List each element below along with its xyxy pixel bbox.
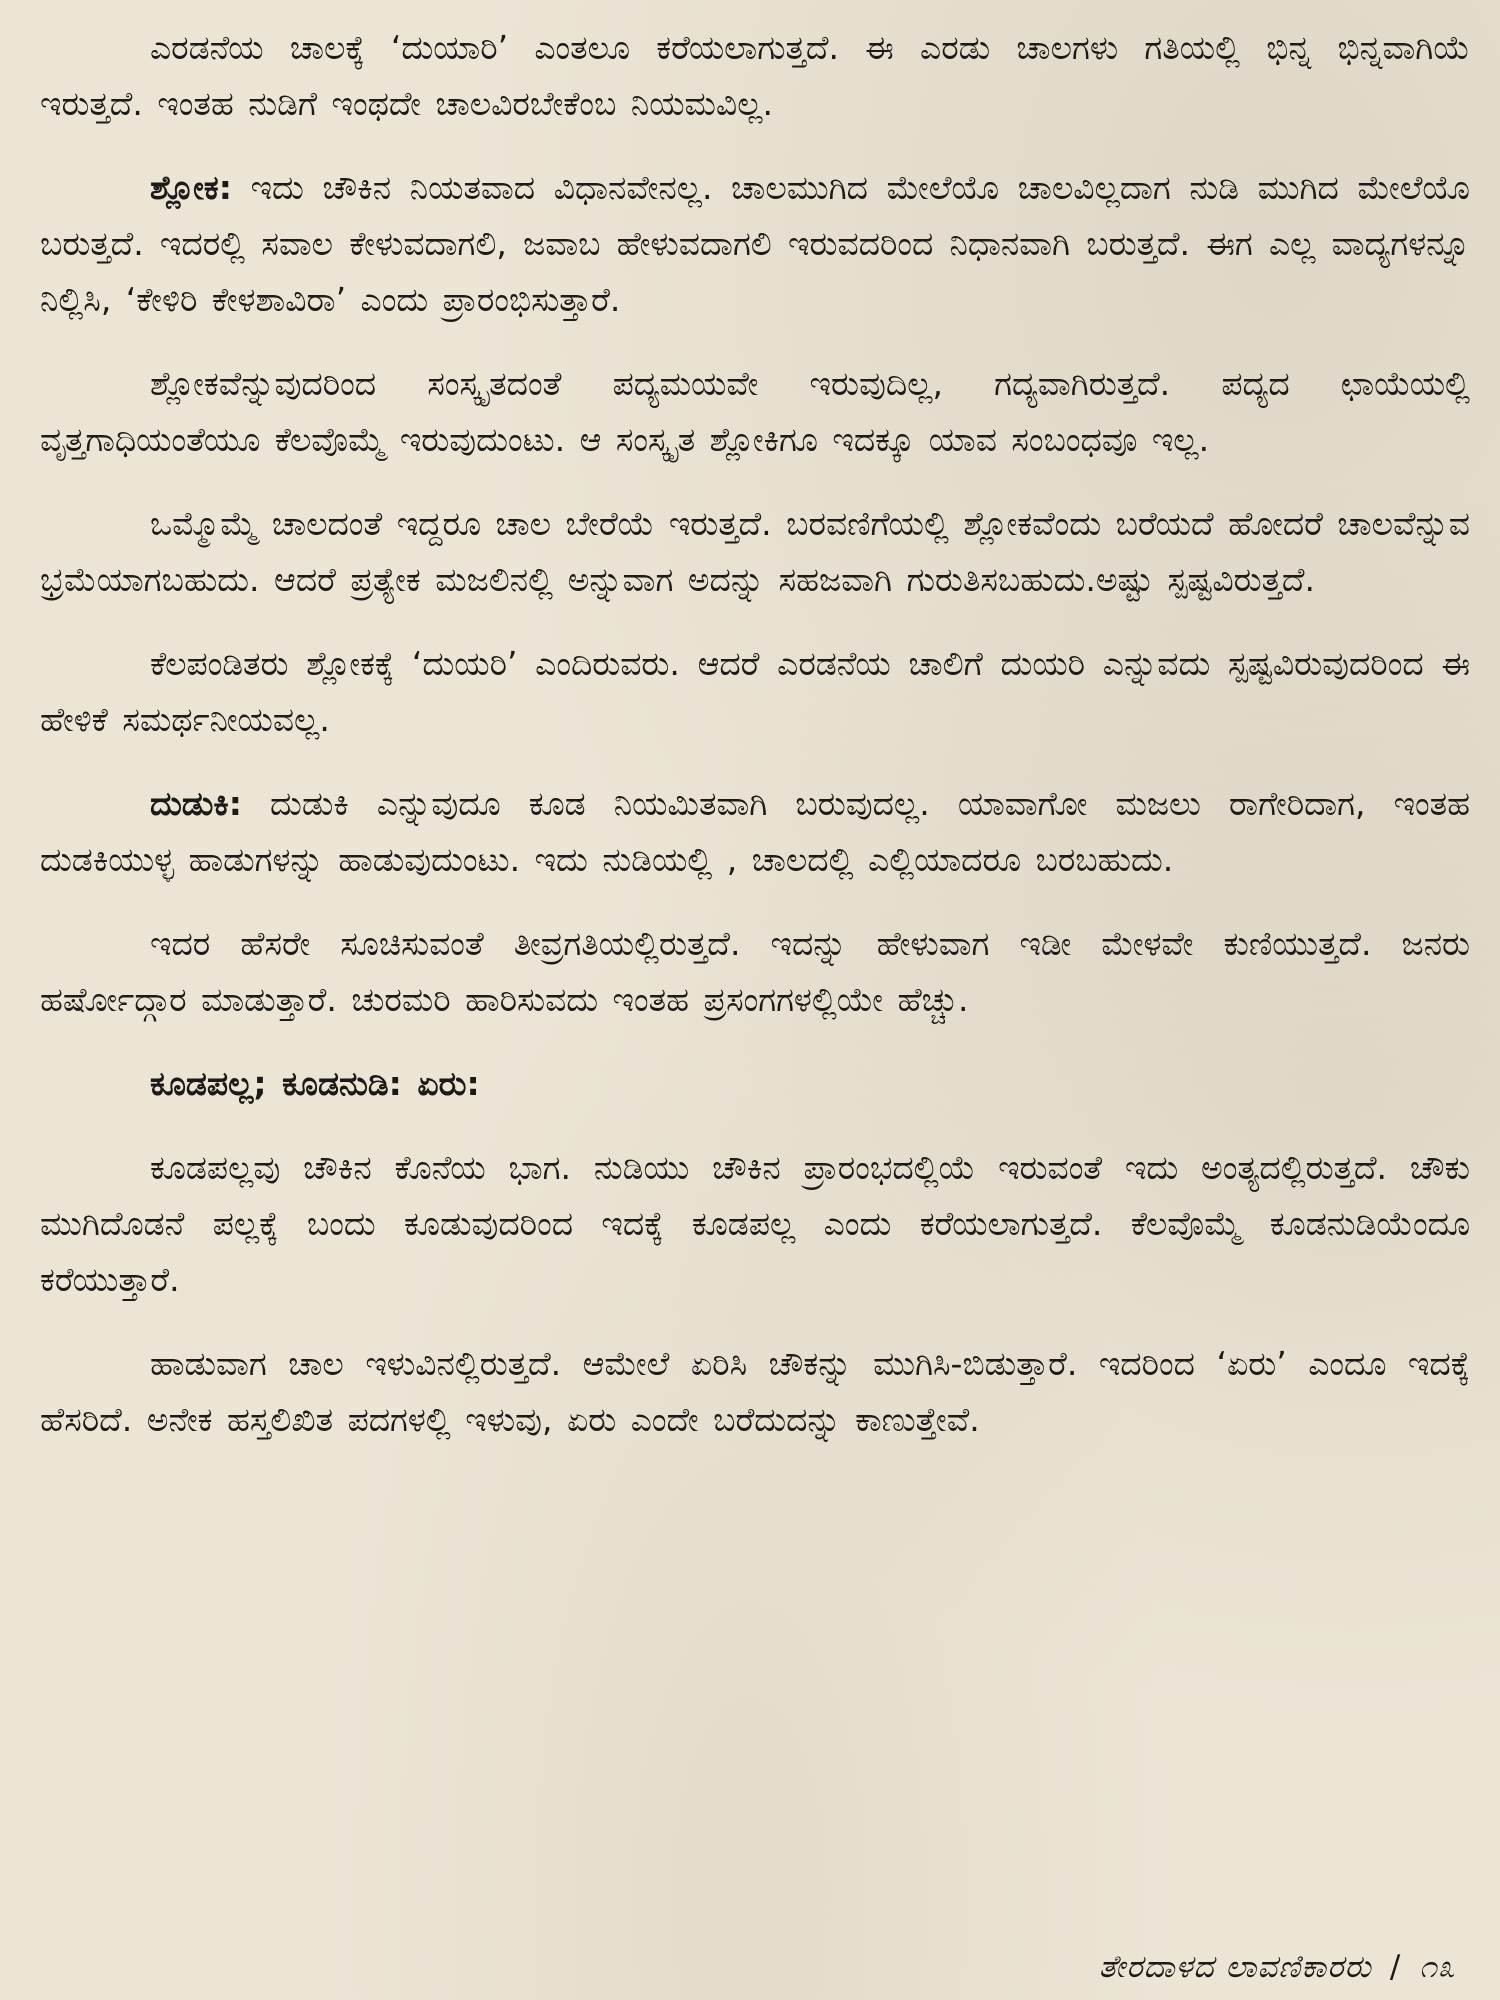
paragraph-4: [40, 496, 1470, 608]
book-title: ತೇರದಾಳದ ಲಾವಣಿಕಾರರು: [1098, 1949, 1372, 1985]
paragraph-text: ಇದು ಚೌಕಿನ ನಿಯತವಾದ ವಿಧಾನವೇನಲ್ಲ. ಚಾಲಮುಗಿದ ಮೇಲೆಯೊ ಚಾಲವಿಲ್ಲದಾಗ ನುಡಿ ಮುಗಿದ ಮೇಲೆಯೊ ಬರುತ್ತದೆ. ಇದರಲ್ಲಿ ಸವಾಲ ಕೇಳುವದಾಗಲಿ, ಜವಾಬ ಹೇಳುವದಾಗಲಿ ಇರುವದರಿಂದ ನಿಧಾನವಾಗಿ ಬರುತ್ತದೆ. ಈಗ ಎಲ್ಲ ವಾದ್ಯಗಳನ್ನೂ ನಿಲ್ಲಿಸಿ, ‘ಕೇಳಿರಿ ಕೇಳಶಾವಿರಾ’ ಎಂದು ಪ್ರಾರಂಭಿಸುತ್ತಾರೆ.: [40, 168, 1470, 319]
paragraph-2: [40, 160, 1470, 328]
paragraph-10: [40, 1336, 1470, 1448]
page-number: ೧೩: [1419, 1949, 1456, 1985]
paragraph-heading: ದುಡುಕಿ:: [150, 784, 242, 823]
paragraph-text: ಎರಡನೆಯ ಚಾಲಕ್ಕೆ ‘ದುಯಾರಿ’ ಎಂತಲೂ ಕರೆಯಲಾಗುತ್ತದೆ. ಈ ಎರಡು ಚಾಲಗಳು ಗತಿಯಲ್ಲಿ ಭಿನ್ನ ಭಿನ್ನವಾಗಿಯೆ ಇರುತ್ತದೆ. ಇಂತಹ ನುಡಿಗೆ ಇಂಥದೇ ಚಾಲವಿರಬೇಕೆಂಬ ನಿಯಮವಿಲ್ಲ.: [40, 28, 1470, 123]
paragraph-heading: ಕೂಡಪಲ್ಲ; ಕೂಡನುಡಿ: ಏರು:: [150, 1064, 480, 1103]
paragraph-heading: ಶ್ಲೋಕ:: [150, 168, 232, 207]
section-heading: [40, 1056, 1470, 1112]
paragraph-text: ಇದರ ಹೆಸರೇ ಸೂಚಿಸುವಂತೆ ತೀವ್ರಗತಿಯಲ್ಲಿರುತ್ತದೆ. ಇದನ್ನು ಹೇಳುವಾಗ ಇಡೀ ಮೇಳವೇ ಕುಣಿಯುತ್ತದೆ. ಜನರು ಹರ್ಷೋದ್ಗಾರ ಮಾಡುತ್ತಾರೆ. ಚುರಮರಿ ಹಾರಿಸುವದು ಇಂತಹ ಪ್ರಸಂಗಗಳಲ್ಲಿಯೇ ಹೆಚ್ಚು.: [40, 924, 1470, 1019]
paragraph-text: ಹಾಡುವಾಗ ಚಾಲ ಇಳುವಿನಲ್ಲಿರುತ್ತದೆ. ಆಮೇಲೆ ಏರಿಸಿ ಚೌಕನ್ನು ಮುಗಿಸಿ-ಬಿಡುತ್ತಾರೆ. ಇದರಿಂದ ‘ಏರು’ ಎಂದೂ ಇದಕ್ಕೆ ಹೆಸರಿದೆ. ಅನೇಕ ಹಸ್ತಲಿಖಿತ ಪದಗಳಲ್ಲಿ ಇಳುವು, ಏರು ಎಂದೇ ಬರೆದುದನ್ನು ಕಾಣುತ್ತೇವೆ.: [40, 1344, 1470, 1439]
paragraph-text: ಕೂಡಪಲ್ಲವು ಚೌಕಿನ ಕೊನೆಯ ಭಾಗ. ನುಡಿಯು ಚೌಕಿನ ಪ್ರಾರಂಭದಲ್ಲಿಯೆ ಇರುವಂತೆ ಇದು ಅಂತ್ಯದಲ್ಲಿರುತ್ತದೆ. ಚೌಕು ಮುಗಿದೊಡನೆ ಪಲ್ಲಕ್ಕೆ ಬಂದು ಕೂಡುವುದರಿಂದ ಇದಕ್ಕೆ ಕೂಡಪಲ್ಲ ಎಂದು ಕರೆಯಲಾಗುತ್ತದೆ. ಕೆಲವೊಮ್ಮೆ ಕೂಡನುಡಿಯೆಂದೂ ಕರೆಯುತ್ತಾರೆ.: [40, 1148, 1470, 1299]
paragraph-6: [40, 776, 1470, 888]
paragraph-1: [40, 20, 1470, 132]
paragraph-text: ಕೆಲಪಂಡಿತರು ಶ್ಲೋಕಕ್ಕೆ ‘ದುಯರಿ’ ಎಂದಿರುವರು. ಆದರೆ ಎರಡನೆಯ ಚಾಲಿಗೆ ದುಯರಿ ಎನ್ನುವದು ಸ್ಪಷ್ಟವಿರುವುದರಿಂದ ಈ ಹೇಳಿಕೆ ಸಮರ್ಥನೀಯವಲ್ಲ.: [40, 644, 1470, 739]
paragraph-3: [40, 356, 1470, 468]
paragraph-5: [40, 636, 1470, 748]
paragraph-9: [40, 1140, 1470, 1308]
paragraph-text: ದುಡುಕಿ ಎನ್ನುವುದೂ ಕೂಡ ನಿಯಮಿತವಾಗಿ ಬರುವುದಲ್ಲ. ಯಾವಾಗೋ ಮಜಲು ರಾಗೇರಿದಾಗ, ಇಂತಹ ದುಡಕಿಯುಳ್ಳ ಹಾಡುಗಳನ್ನು ಹಾಡುವುದುಂಟು. ಇದು ನುಡಿಯಲ್ಲಿ , ಚಾಲದಲ್ಲಿ ಎಲ್ಲಿಯಾದರೂ ಬರಬಹುದು.: [40, 784, 1470, 879]
paragraph-text: ಶ್ಲೋಕವೆನ್ನುವುದರಿಂದ ಸಂಸ್ಕೃತದಂತೆ ಪದ್ಯಮಯವೇ ಇರುವುದಿಲ್ಲ, ಗದ್ಯವಾಗಿರುತ್ತದೆ. ಪದ್ಯದ ಛಾಯೆಯಲ್ಲಿ ವೃತ್ತಗಾಧಿಯಂತೆಯೂ ಕೆಲವೊಮ್ಮೆ ಇರುವುದುಂಟು. ಆ ಸಂಸ್ಕೃತ ಶ್ಲೋಕಿಗೂ ಇದಕ್ಕೂ ಯಾವ ಸಂಬಂಧವೂ ಇಲ್ಲ.: [40, 364, 1470, 459]
page-footer: [1099, 1949, 1456, 1986]
footer-separator: /: [1389, 1949, 1402, 1985]
paragraph-7: [40, 916, 1470, 1028]
paragraph-text: ಒಮ್ಮೊಮ್ಮೆ ಚಾಲದಂತೆ ಇದ್ದರೂ ಚಾಲ ಬೇರೆಯೆ ಇರುತ್ತದೆ. ಬರವಣಿಗೆಯಲ್ಲಿ ಶ್ಲೋಕವೆಂದು ಬರೆಯದೆ ಹೋದರೆ ಚಾಲವೆನ್ನುವ ಭ್ರಮೆಯಾಗಬಹುದು. ಆದರೆ ಪ್ರತ್ಯೇಕ ಮಜಲಿನಲ್ಲಿ ಅನ್ನುವಾಗ ಅದನ್ನು ಸಹಜವಾಗಿ ಗುರುತಿಸಬಹುದು.ಅಷ್ಟು ಸ್ಪಷ್ಟವಿರುತ್ತದೆ.: [40, 504, 1470, 599]
